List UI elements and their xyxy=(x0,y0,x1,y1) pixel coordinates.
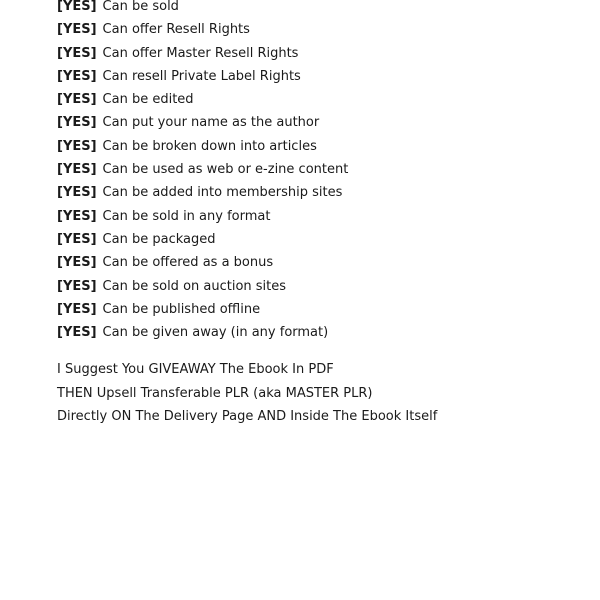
yes-tag: [YES] xyxy=(57,162,97,178)
suggestion-line: I Suggest You GIVEAWAY The Ebook In PDF xyxy=(57,362,334,378)
license-term-row xyxy=(57,88,580,111)
yes-tag: [YES] xyxy=(57,0,97,14)
license-term-row xyxy=(57,18,580,41)
license-term-row xyxy=(57,0,580,18)
yes-tag: [YES] xyxy=(57,115,97,131)
term-text: Can be sold xyxy=(102,0,179,14)
term-text: Can be edited xyxy=(102,92,194,108)
term-text: Can be published offline xyxy=(102,301,261,317)
yes-tag: [YES] xyxy=(57,278,97,294)
yes-tag: [YES] xyxy=(57,255,97,271)
license-term-row xyxy=(57,42,580,65)
license-term-row xyxy=(57,158,580,181)
term-text: Can be given away (in any format) xyxy=(102,325,329,341)
license-term-row xyxy=(57,321,580,344)
term-text: Can be sold in any format xyxy=(102,208,271,224)
yes-tag: [YES] xyxy=(57,22,97,38)
suggestion-paragraph xyxy=(57,358,580,428)
suggestion-line: Directly ON The Delivery Page AND Inside The Ebook Itself xyxy=(57,409,438,425)
license-term-row xyxy=(57,135,580,158)
term-text: Can be broken down into articles xyxy=(102,138,317,154)
term-text: Can be sold on auction sites xyxy=(102,278,287,294)
term-text: Can be packaged xyxy=(102,231,216,247)
license-term-row xyxy=(57,111,580,134)
yes-tag: [YES] xyxy=(57,45,97,61)
yes-tag: [YES] xyxy=(57,138,97,154)
yes-tag: [YES] xyxy=(57,301,97,317)
term-text: Can be used as web or e-zine content xyxy=(102,162,349,178)
license-term-row xyxy=(57,65,580,88)
term-text: Can put your name as the author xyxy=(102,115,320,131)
license-term-row xyxy=(57,298,580,321)
license-terms-list xyxy=(57,0,580,344)
license-term-row xyxy=(57,205,580,228)
term-text: Can be added into membership sites xyxy=(102,185,343,201)
yes-tag: [YES] xyxy=(57,92,97,108)
license-term-row xyxy=(57,181,580,204)
term-text: Can offer Master Resell Rights xyxy=(102,45,299,61)
yes-tag: [YES] xyxy=(57,185,97,201)
license-term-row xyxy=(57,251,580,274)
yes-tag: [YES] xyxy=(57,208,97,224)
term-text: Can be offered as a bonus xyxy=(102,255,274,271)
suggestion-line: THEN Upsell Transferable PLR (aka MASTER PLR) xyxy=(57,385,373,401)
yes-tag: [YES] xyxy=(57,325,97,341)
yes-tag: [YES] xyxy=(57,68,97,84)
term-text: Can offer Resell Rights xyxy=(102,22,250,38)
yes-tag: [YES] xyxy=(57,231,97,247)
term-text: Can resell Private Label Rights xyxy=(102,68,301,84)
license-term-row xyxy=(57,228,580,251)
license-term-row xyxy=(57,275,580,298)
